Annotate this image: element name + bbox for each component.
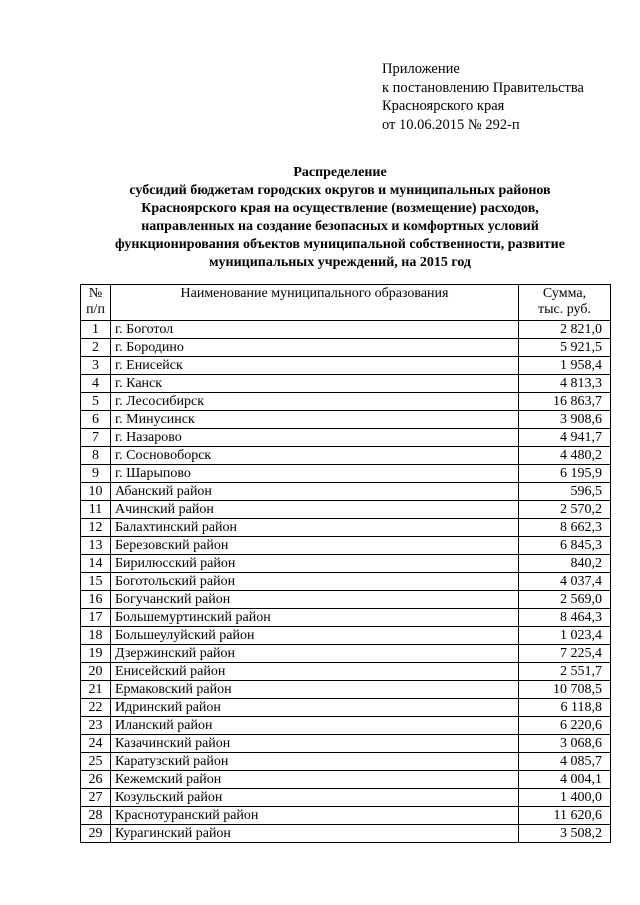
row-sum: 8 464,3 [519,609,611,627]
row-sum: 3 508,2 [519,825,611,843]
appendix-line: Приложение [382,61,460,77]
row-name: г. Сосновоборск [111,447,519,465]
table-row [81,537,611,555]
row-name: Бирилюсский район [111,555,519,573]
title-line: субсидий бюджетам городских округов и муниципальных районов [129,183,551,198]
table-row [81,591,611,609]
row-sum: 8 662,3 [519,519,611,537]
table-row [81,339,611,357]
row-name: г. Лесосибирск [111,393,519,411]
table-row [81,609,611,627]
row-name: г. Шарыпово [111,465,519,483]
appendix-line: Красноярского края [382,98,505,114]
row-number: 26 [81,771,111,789]
row-number: 2 [81,339,111,357]
row-number: 1 [81,321,111,339]
row-number: 18 [81,627,111,645]
row-sum: 1 400,0 [519,789,611,807]
row-name: г. Минусинск [111,411,519,429]
row-number: 6 [81,411,111,429]
row-sum: 4 813,3 [519,375,611,393]
row-name: г. Боготол [111,321,519,339]
row-sum: 6 118,8 [519,699,611,717]
row-name: Дзержинский район [111,645,519,663]
header-number-line2: п/п [86,302,105,317]
title-line: Красноярского края на осуществление (возмещение) расходов, [141,201,539,216]
row-name: Богучанский район [111,591,519,609]
appendix-line: от 10.06.2015 № 292-п [382,116,520,133]
header-sum-line2: тыс. руб. [538,302,591,317]
row-sum: 11 620,6 [519,807,611,825]
table-row [81,825,611,843]
row-name: Иланский район [111,717,519,735]
row-sum: 4 004,1 [519,771,611,789]
row-name: Балахтинский район [111,519,519,537]
row-sum: 6 195,9 [519,465,611,483]
header-sum-line1: Сумма, [542,286,587,301]
table-row [81,519,611,537]
row-name: Краснотуранский район [111,807,519,825]
distribution-table [80,284,611,843]
row-sum: 4 085,7 [519,753,611,771]
table-row [81,681,611,699]
row-sum: 4 037,4 [519,573,611,591]
table-row [81,357,611,375]
row-number: 17 [81,609,111,627]
row-sum: 1 023,4 [519,627,611,645]
row-number: 28 [81,807,111,825]
table-row [81,501,611,519]
row-number: 10 [81,483,111,501]
row-number: 4 [81,375,111,393]
table-row [81,321,611,339]
row-sum: 4 941,7 [519,429,611,447]
row-sum: 1 958,4 [519,357,611,375]
row-sum: 3 908,6 [519,411,611,429]
row-number: 12 [81,519,111,537]
header-number-line1: № [88,286,103,301]
row-number: 21 [81,681,111,699]
row-name: Березовский район [111,537,519,555]
row-sum: 596,5 [519,483,611,501]
title-line: направленных на создание безопасных и комфортных условий [141,219,539,234]
table-row [81,447,611,465]
row-number: 29 [81,825,111,843]
row-sum: 10 708,5 [519,681,611,699]
title-line: муниципальных учреждений, на 2015 год [208,255,472,270]
table-row [81,465,611,483]
row-sum: 2 551,7 [519,663,611,681]
row-number: 7 [81,429,111,447]
row-number: 3 [81,357,111,375]
header-sum [519,285,611,321]
table-row [81,555,611,573]
table-row [81,699,611,717]
row-number: 5 [81,393,111,411]
row-sum: 16 863,7 [519,393,611,411]
table-row [81,393,611,411]
table-row [81,375,611,393]
row-name: г. Бородино [111,339,519,357]
row-number: 8 [81,447,111,465]
row-number: 13 [81,537,111,555]
row-number: 15 [81,573,111,591]
title-line: функционирования объектов муниципальной собственности, развитие [115,237,565,252]
table-row [81,627,611,645]
row-number: 22 [81,699,111,717]
document-title [60,164,620,272]
row-number: 19 [81,645,111,663]
table-row [81,573,611,591]
row-name: Козульский район [111,789,519,807]
table-row [81,807,611,825]
appendix-line: к постановлению Правительства [382,79,584,96]
title-line: Распределение [293,165,387,180]
row-sum: 840,2 [519,555,611,573]
row-name: г. Енисейск [111,357,519,375]
row-sum: 2 569,0 [519,591,611,609]
row-sum: 6 845,3 [519,537,611,555]
header-number [81,285,111,321]
table-row [81,645,611,663]
table-row [81,663,611,681]
row-name: Большеулуйский район [111,627,519,645]
row-sum: 7 225,4 [519,645,611,663]
table-row [81,789,611,807]
row-name: Ермаковский район [111,681,519,699]
row-number: 27 [81,789,111,807]
table-header-row [81,285,611,321]
row-number: 20 [81,663,111,681]
row-number: 25 [81,753,111,771]
row-name: Большемуртинский район [111,609,519,627]
row-sum: 3 068,6 [519,735,611,753]
row-name: Боготольский район [111,573,519,591]
row-name: Енисейский район [111,663,519,681]
row-number: 9 [81,465,111,483]
table-row [81,735,611,753]
row-number: 23 [81,717,111,735]
row-sum: 2 570,2 [519,501,611,519]
row-sum: 2 821,0 [519,321,611,339]
row-sum: 4 480,2 [519,447,611,465]
table-row [81,483,611,501]
row-name: Абанский район [111,483,519,501]
row-number: 11 [81,501,111,519]
table-row [81,771,611,789]
row-name: Каратузский район [111,753,519,771]
row-sum: 5 921,5 [519,339,611,357]
row-name: г. Назарово [111,429,519,447]
row-name: Ачинский район [111,501,519,519]
table-row [81,753,611,771]
row-number: 16 [81,591,111,609]
table-row [81,717,611,735]
header-name: Наименование муниципального образования [111,285,519,321]
row-sum: 6 220,6 [519,717,611,735]
row-number: 24 [81,735,111,753]
row-name: Курагинский район [111,825,519,843]
row-name: Кежемский район [111,771,519,789]
row-name: г. Канск [111,375,519,393]
row-name: Идринский район [111,699,519,717]
row-number: 14 [81,555,111,573]
table-row [81,411,611,429]
table-row [81,429,611,447]
appendix-block [382,60,584,134]
row-name: Казачинский район [111,735,519,753]
